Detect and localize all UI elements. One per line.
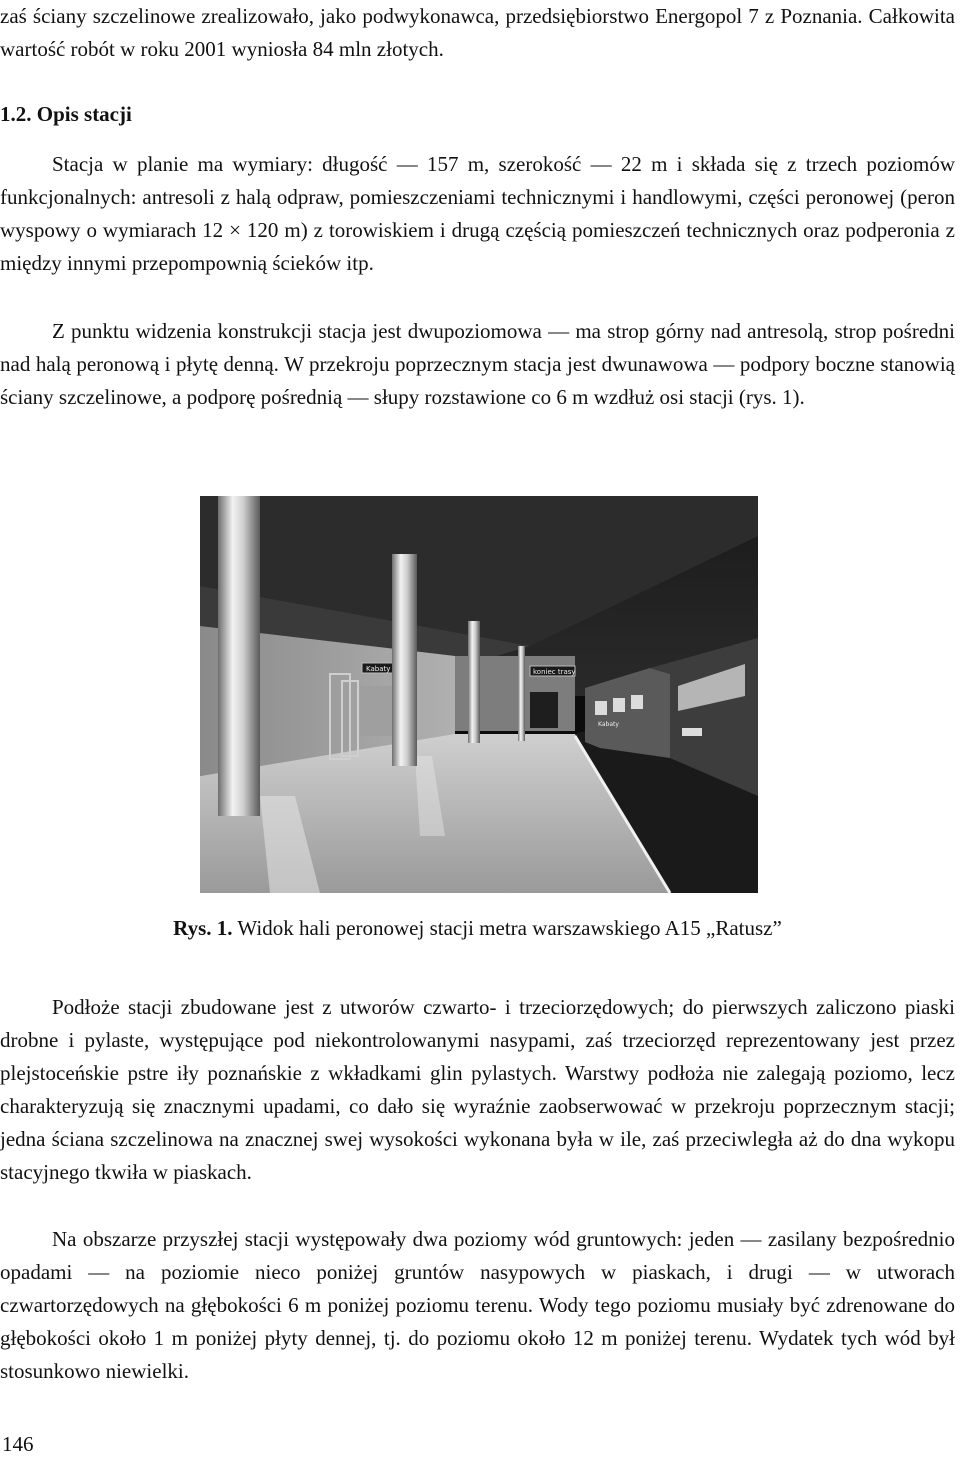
train-sign-text: Kabaty xyxy=(598,721,619,728)
platform-hall-photo xyxy=(200,496,758,893)
intro-paragraph: zaś ściany szczelinowe zrealizowało, jako podwykonawca, przedsiębiorstwo Energopol 7 z Poznania. Całkowita wartość robót w roku 2001 wyniosła 84 mln złotych. xyxy=(0,4,955,61)
page-number: 146 xyxy=(2,1432,34,1456)
paragraph-subsoil: Podłoże stacji zbudowane jest z utworów czwarto- i trzeciorzędowych; do pierwszych zaliczono piaski drobne i pylaste, występujące pod niekontrolowanymi nasypami, zaś trzeciorzęd reprezentowany jest przez plejstoceńskie pstre iły poznańskie z wkładkami glin pylastych. Warstwy podłoża nie zalegają poziomo, lecz charakteryzują się znacznymi upadami, co dało się wyraźnie zaobserwować w przekroju poprzecznym stacji; jedna ściana szczelinowa na znacznej swej wysokości wykonana była w ile, zaś przeciwległa aż do dna wykopu stacyjnego tkwiła w piaskach. xyxy=(0,995,955,1184)
paragraph-station-structure: Z punktu widzenia konstrukcji stacja jest dwupoziomowa — ma strop górny nad antresolą, strop pośredni nad halą peronową i płytę denną. W przekroju poprzecznym stacja jest dwunawowa — podpory boczne stanowią ściany szczelinowe, a podporę pośrednią — słupy rozstawione co 6 m wzdłuż osi stacji (rys. 1). xyxy=(0,319,955,409)
caption-text: Widok hali peronowej stacji metra warszawskiego A15 „Ratusz” xyxy=(232,916,782,940)
sign-left-text: Kabaty xyxy=(366,665,391,673)
paragraph-station-dimensions: Stacja w planie ma wymiary: długość — 157 m, szerokość — 22 m i składa się z trzech poziomów funkcjonalnych: antresoli z halą odpraw, pomieszczeniami technicznymi i handlowymi, części peronowej (peron wyspowy o wymiarach 12 × 120 m) z torowiskiem i drugą częścią pomieszczeń technicznych oraz podperonia z między innymi przepompownią ścieków itp. xyxy=(0,152,955,275)
caption-label: Rys. 1. xyxy=(173,916,233,940)
sign-center-text: koniec trasy xyxy=(533,668,576,676)
figure-caption xyxy=(0,912,955,945)
section-heading: 1.2. Opis stacji xyxy=(0,102,132,126)
paragraph-groundwater: Na obszarze przyszłej stacji występowały dwa poziomy wód gruntowych: jeden — zasilany bezpośrednio opadami — na poziomie nieco poniżej gruntów nasypowych w piaskach, i drugi — w utworach czwartorzędowych na głębokości 6 m poniżej poziomu terenu. Wody tego poziomu musiały być zdrenowane do głębokości około 1 m poniżej płyty dennej, tj. do poziomu około 12 m poniżej terenu. Wydatek tych wód był stosunkowo niewielki. xyxy=(0,1227,955,1383)
